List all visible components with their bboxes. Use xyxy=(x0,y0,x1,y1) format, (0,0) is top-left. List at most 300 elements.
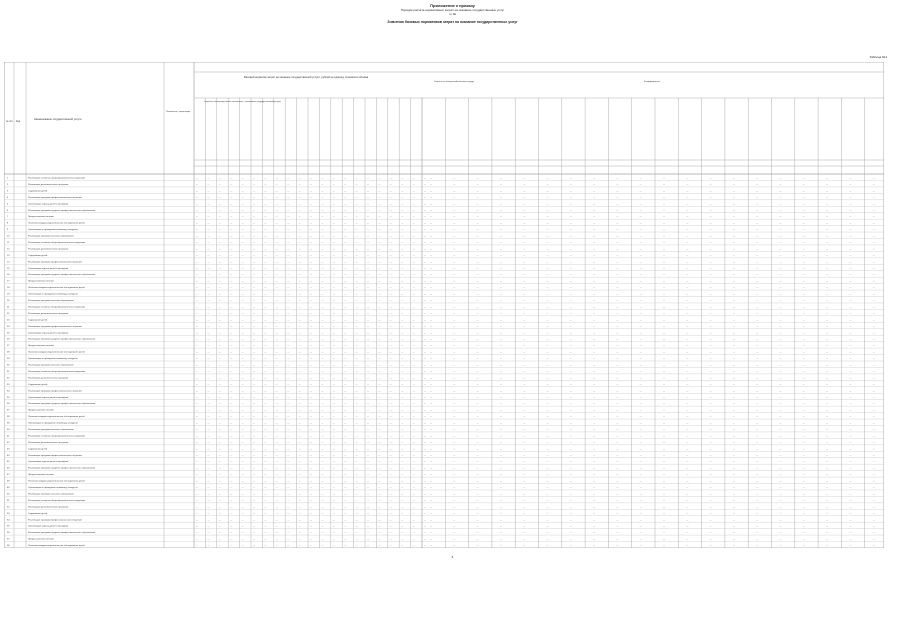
row-value: — xyxy=(275,229,278,232)
row-value: — xyxy=(849,441,852,444)
row-value: — xyxy=(367,519,369,522)
row-value: — xyxy=(430,474,432,477)
row-value: — xyxy=(569,403,572,406)
row-value: — xyxy=(709,300,712,303)
row-value: — xyxy=(344,254,347,257)
row-value: — xyxy=(424,441,426,444)
row-value: — xyxy=(756,396,759,399)
row-value: — xyxy=(709,545,712,548)
row-value: — xyxy=(424,190,426,193)
row-value: — xyxy=(453,293,456,296)
row-value: — xyxy=(616,254,619,257)
row-value: — xyxy=(253,325,255,328)
row-name: Организация и проведение олимпиад, конкурсов xyxy=(28,422,78,425)
row-value: — xyxy=(367,261,369,264)
row-value: — xyxy=(275,512,278,515)
row-value: — xyxy=(499,519,502,522)
row-value: — xyxy=(401,532,404,535)
row-value: — xyxy=(207,428,210,431)
row-value: — xyxy=(207,241,210,244)
row-value: — xyxy=(593,319,596,322)
row-value: — xyxy=(499,377,502,380)
row-value: — xyxy=(196,300,198,303)
row-value: — xyxy=(355,519,358,522)
row-value: — xyxy=(287,229,290,232)
row-value: — xyxy=(453,448,456,451)
row-value: — xyxy=(287,241,290,244)
row-value: — xyxy=(849,493,852,496)
row-value: — xyxy=(593,332,596,335)
row-value: — xyxy=(616,538,619,541)
row-value: — xyxy=(275,545,278,548)
row-value: — xyxy=(344,267,347,270)
row-value: — xyxy=(287,338,290,341)
row-value: — xyxy=(310,428,312,431)
row-value: — xyxy=(412,454,415,457)
row-value: — xyxy=(275,377,278,380)
row-value: — xyxy=(872,409,875,412)
row-value: — xyxy=(321,312,324,315)
row-value: — xyxy=(424,409,426,412)
row-value: — xyxy=(321,319,324,322)
row-value: — xyxy=(196,183,198,186)
row-value: — xyxy=(569,254,572,257)
row-value: — xyxy=(616,183,619,186)
row-value: — xyxy=(378,454,381,457)
row-value: — xyxy=(523,403,526,406)
row-value: — xyxy=(196,216,198,219)
row-value: — xyxy=(241,235,244,238)
row-value: — xyxy=(639,480,642,483)
row-value: — xyxy=(639,267,642,270)
row-value: — xyxy=(709,222,712,225)
row-value: — xyxy=(196,319,198,322)
row-value: — xyxy=(663,351,665,354)
row-value: — xyxy=(546,448,549,451)
row-value: — xyxy=(218,499,221,502)
row-value: — xyxy=(872,177,875,180)
row-value: — xyxy=(344,203,347,206)
row-value: — xyxy=(593,203,596,206)
row-value: — xyxy=(802,332,805,335)
row-name: Организация отдыха детей и молодёжи xyxy=(28,332,69,335)
row-value: — xyxy=(686,506,689,509)
row-value: — xyxy=(686,422,689,425)
row-value: — xyxy=(412,441,415,444)
row-value: — xyxy=(756,448,759,451)
row-value: — xyxy=(389,396,392,399)
row-value: — xyxy=(453,493,456,496)
row-value: — xyxy=(639,287,642,290)
row-value: — xyxy=(872,532,875,535)
row-value: — xyxy=(401,377,404,380)
row-value: — xyxy=(802,177,805,180)
row-value: — xyxy=(756,261,759,264)
row-value: — xyxy=(241,441,244,444)
row-value: — xyxy=(499,538,502,541)
row-value: — xyxy=(332,319,335,322)
row-value: — xyxy=(546,525,549,528)
row-value: — xyxy=(826,506,829,509)
row-value: — xyxy=(453,216,456,219)
row-value: — xyxy=(389,474,392,477)
row-value: — xyxy=(412,325,415,328)
row-value: — xyxy=(378,248,381,251)
row-value: — xyxy=(616,409,619,412)
row-value: — xyxy=(709,480,712,483)
row-value: — xyxy=(344,235,347,238)
row-value: — xyxy=(230,306,233,309)
row-value: — xyxy=(275,196,278,199)
row-value: — xyxy=(389,183,392,186)
row-value: — xyxy=(523,474,526,477)
row-value: — xyxy=(218,377,221,380)
row-number: 52 xyxy=(7,506,10,509)
row-value: — xyxy=(332,332,335,335)
row-value: — xyxy=(430,435,432,438)
row-value: — xyxy=(412,512,415,515)
row-value: — xyxy=(344,338,347,341)
row-value: — xyxy=(275,519,278,522)
row-value: — xyxy=(732,190,735,193)
row-value: — xyxy=(389,499,392,502)
row-value: — xyxy=(207,461,210,464)
row-value: — xyxy=(499,474,502,477)
row-value: — xyxy=(310,499,312,502)
row-value: — xyxy=(367,338,369,341)
row-value: — xyxy=(779,422,782,425)
row-value: — xyxy=(756,461,759,464)
row-value: — xyxy=(453,525,456,528)
row-value: — xyxy=(287,422,290,425)
row-value: — xyxy=(476,416,479,419)
row-value: — xyxy=(476,300,479,303)
row-value: — xyxy=(802,325,805,328)
row-value: — xyxy=(616,241,619,244)
row-value: — xyxy=(218,312,221,315)
row-value: — xyxy=(310,300,312,303)
row-value: — xyxy=(732,454,735,457)
row-value: — xyxy=(424,267,426,270)
row-value: — xyxy=(639,390,642,393)
row-value: — xyxy=(779,474,782,477)
row-value: — xyxy=(476,177,479,180)
row-value: — xyxy=(849,312,852,315)
row-name: Реализация дополнительных программ xyxy=(28,377,69,380)
row-value: — xyxy=(332,229,335,232)
row-value: — xyxy=(378,300,381,303)
row-value: — xyxy=(367,422,369,425)
row-number: 49 xyxy=(7,487,10,490)
row-value: — xyxy=(401,506,404,509)
row-value: — xyxy=(275,532,278,535)
row-value: — xyxy=(849,364,852,367)
row-value: — xyxy=(344,332,347,335)
row-value: — xyxy=(616,435,619,438)
row-value: — xyxy=(779,345,782,348)
row-value: — xyxy=(802,261,805,264)
row-value: — xyxy=(523,383,526,386)
row-number: 34 xyxy=(7,390,10,393)
row-value: — xyxy=(378,351,381,354)
row-value: — xyxy=(779,396,782,399)
row-value: — xyxy=(593,493,596,496)
row-value: — xyxy=(344,545,347,548)
row-value: — xyxy=(639,538,642,541)
row-value: — xyxy=(298,312,301,315)
row-value: — xyxy=(802,306,805,309)
row-value: — xyxy=(275,267,278,270)
row-value: — xyxy=(367,203,369,206)
row-value: — xyxy=(401,287,404,290)
row-value: — xyxy=(546,254,549,257)
row-value: — xyxy=(321,474,324,477)
row-value: — xyxy=(663,248,665,251)
row-value: — xyxy=(378,293,381,296)
row-value: — xyxy=(196,332,198,335)
row-value: — xyxy=(826,487,829,490)
row-value: — xyxy=(779,203,782,206)
row-value: — xyxy=(732,203,735,206)
row-value: — xyxy=(298,183,301,186)
row-value: — xyxy=(355,428,358,431)
row-value: — xyxy=(523,312,526,315)
row-name: Психолого-медико-педагогическое обследование детей xyxy=(28,222,85,225)
row-value: — xyxy=(546,222,549,225)
row-value: — xyxy=(593,216,596,219)
row-value: — xyxy=(389,487,392,490)
row-value: — xyxy=(287,216,290,219)
row-value: — xyxy=(401,222,404,225)
row-value: — xyxy=(412,338,415,341)
row-value: — xyxy=(253,254,255,257)
row-value: — xyxy=(732,351,735,354)
row-value: — xyxy=(401,274,404,277)
row-value: — xyxy=(264,422,267,425)
row-value: — xyxy=(218,306,221,309)
row-value: — xyxy=(378,196,381,199)
row-value: — xyxy=(253,532,255,535)
row-value: — xyxy=(321,370,324,373)
row-value: — xyxy=(332,325,335,328)
row-value: — xyxy=(298,222,301,225)
row-value: — xyxy=(849,487,852,490)
row-value: — xyxy=(196,390,198,393)
row-value: — xyxy=(430,416,432,419)
row-value: — xyxy=(230,487,233,490)
row-value: — xyxy=(298,235,301,238)
row-value: — xyxy=(218,370,221,373)
row-value: — xyxy=(275,300,278,303)
row-value: — xyxy=(264,209,267,212)
row-value: — xyxy=(569,274,572,277)
row-value: — xyxy=(298,325,301,328)
row-name: Реализация дополнительных программ xyxy=(28,248,69,251)
row-value: — xyxy=(663,235,665,238)
row-value: — xyxy=(264,396,267,399)
row-value: — xyxy=(639,222,642,225)
row-value: — xyxy=(230,196,233,199)
row-value: — xyxy=(207,493,210,496)
row-value: — xyxy=(412,177,415,180)
row-value: — xyxy=(264,203,267,206)
row-value: — xyxy=(802,519,805,522)
row-value: — xyxy=(523,454,526,457)
row-value: — xyxy=(241,409,244,412)
row-value: — xyxy=(321,306,324,309)
row-value: — xyxy=(412,345,415,348)
row-value: — xyxy=(389,532,392,535)
row-value: — xyxy=(264,525,267,528)
row-value: — xyxy=(453,203,456,206)
row-value: — xyxy=(367,467,369,470)
row-name: Организация отдыха детей и молодёжи xyxy=(28,396,69,399)
row-value: — xyxy=(663,532,665,535)
row-value: — xyxy=(378,287,381,290)
row-value: — xyxy=(709,312,712,315)
row-value: — xyxy=(453,248,456,251)
row-value: — xyxy=(499,287,502,290)
row-value: — xyxy=(287,300,290,303)
header-col-no: № п/п xyxy=(6,120,13,123)
row-value: — xyxy=(523,287,526,290)
row-value: — xyxy=(569,203,572,206)
row-number: 33 xyxy=(7,383,10,386)
row-value: — xyxy=(802,235,805,238)
row-value: — xyxy=(310,358,312,361)
row-value: — xyxy=(639,461,642,464)
row-value: — xyxy=(826,229,829,232)
row-value: — xyxy=(196,480,198,483)
row-value: — xyxy=(207,403,210,406)
row-value: — xyxy=(241,190,244,193)
row-value: — xyxy=(802,480,805,483)
row-value: — xyxy=(709,287,712,290)
row-value: — xyxy=(230,280,233,283)
row-value: — xyxy=(872,422,875,425)
row-value: — xyxy=(275,358,278,361)
row-value: — xyxy=(872,190,875,193)
row-value: — xyxy=(709,358,712,361)
row-value: — xyxy=(424,293,426,296)
row-value: — xyxy=(709,403,712,406)
row-value: — xyxy=(355,545,358,548)
row-value: — xyxy=(732,345,735,348)
row-value: — xyxy=(686,235,689,238)
row-value: — xyxy=(499,403,502,406)
row-value: — xyxy=(453,416,456,419)
row-value: — xyxy=(412,545,415,548)
row-value: — xyxy=(430,370,432,373)
row-value: — xyxy=(732,493,735,496)
row-value: — xyxy=(298,474,301,477)
row-value: — xyxy=(389,403,392,406)
row-value: — xyxy=(367,435,369,438)
row-value: — xyxy=(412,474,415,477)
row-value: — xyxy=(453,390,456,393)
row-value: — xyxy=(264,441,267,444)
row-value: — xyxy=(196,506,198,509)
row-value: — xyxy=(430,358,432,361)
row-value: — xyxy=(355,403,358,406)
row-value: — xyxy=(826,345,829,348)
row-value: — xyxy=(476,474,479,477)
row-value: — xyxy=(453,506,456,509)
row-value: — xyxy=(321,177,324,180)
row-value: — xyxy=(264,370,267,373)
row-value: — xyxy=(826,280,829,283)
row-value: — xyxy=(321,499,324,502)
row-value: — xyxy=(401,267,404,270)
row-value: — xyxy=(546,306,549,309)
row-value: — xyxy=(298,403,301,406)
row-value: — xyxy=(332,364,335,367)
row-value: — xyxy=(430,383,432,386)
row-value: — xyxy=(367,345,369,348)
row-value: — xyxy=(639,351,642,354)
row-value: — xyxy=(401,280,404,283)
row-value: — xyxy=(367,364,369,367)
row-value: — xyxy=(639,448,642,451)
row-value: — xyxy=(401,499,404,502)
row-value: — xyxy=(453,538,456,541)
row-value: — xyxy=(709,267,712,270)
row-name: Предоставление питания xyxy=(28,216,54,219)
row-value: — xyxy=(332,448,335,451)
row-value: — xyxy=(826,545,829,548)
row-value: — xyxy=(367,351,369,354)
row-value: — xyxy=(241,287,244,290)
row-value: — xyxy=(546,325,549,328)
row-value: — xyxy=(389,222,392,225)
row-value: — xyxy=(849,241,852,244)
row-value: — xyxy=(218,248,221,251)
row-value: — xyxy=(709,493,712,496)
row-value: — xyxy=(732,177,735,180)
row-value: — xyxy=(332,358,335,361)
row-value: — xyxy=(593,545,596,548)
row-value: — xyxy=(355,448,358,451)
row-value: — xyxy=(332,383,335,386)
row-value: — xyxy=(593,409,596,412)
row-value: — xyxy=(207,196,210,199)
row-value: — xyxy=(207,512,210,515)
row-value: — xyxy=(287,441,290,444)
row-value: — xyxy=(779,506,782,509)
row-value: — xyxy=(476,203,479,206)
row-value: — xyxy=(367,377,369,380)
row-value: — xyxy=(321,383,324,386)
row-value: — xyxy=(355,512,358,515)
row-value: — xyxy=(230,441,233,444)
row-value: — xyxy=(849,216,852,219)
row-value: — xyxy=(230,300,233,303)
row-value: — xyxy=(332,461,335,464)
row-value: — xyxy=(476,241,479,244)
row-value: — xyxy=(593,358,596,361)
row-value: — xyxy=(569,416,572,419)
row-value: — xyxy=(230,293,233,296)
row-value: — xyxy=(207,448,210,451)
row-value: — xyxy=(499,409,502,412)
row-name: Организация отдыха детей и молодёжи xyxy=(28,267,69,270)
row-value: — xyxy=(499,416,502,419)
row-value: — xyxy=(401,358,404,361)
row-value: — xyxy=(872,222,875,225)
row-value: — xyxy=(275,396,278,399)
row-value: — xyxy=(389,241,392,244)
row-value: — xyxy=(732,216,735,219)
